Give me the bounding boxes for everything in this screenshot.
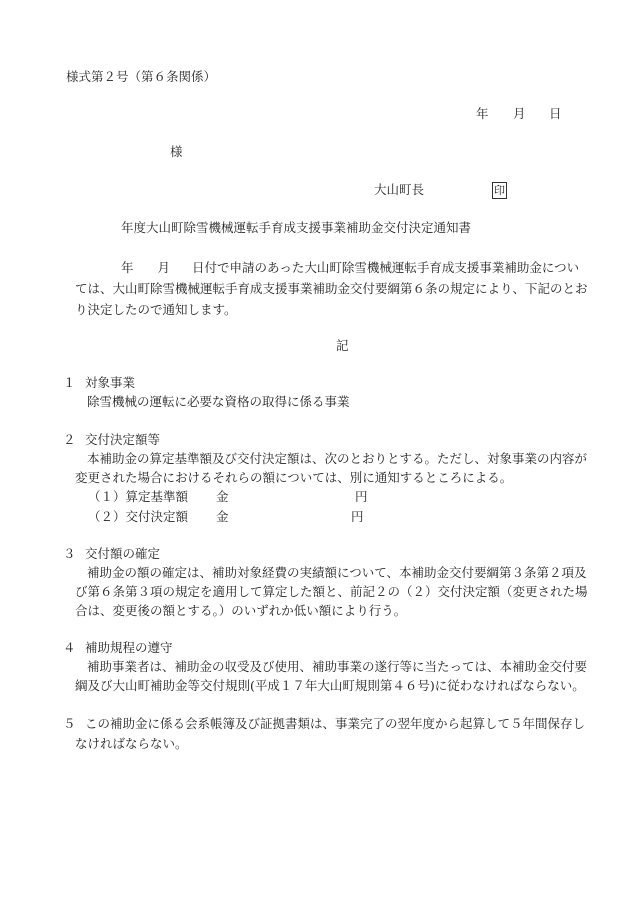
- section-5-line-2: なければならない。: [75, 736, 188, 751]
- section-2-body-line-2: 変更された場合におけるそれらの額については、別に通知するところによる。: [75, 470, 513, 485]
- section-3-body-line-3: 合は、変更後の額とする。）のいずれか低い額により行う。: [75, 603, 407, 618]
- date-month: 月: [513, 106, 526, 121]
- section-1-number: １: [63, 375, 76, 390]
- section-5-number: ５: [63, 716, 76, 731]
- item-yen: 円: [351, 509, 364, 524]
- item-kin: 金: [216, 489, 229, 504]
- item-label: （２）交付決定額: [88, 509, 189, 524]
- section-4-body-line-1: 補助事業者は、補助金の収受及び使用、補助事業の遂行等に当たっては、本補助金交付要: [87, 659, 588, 674]
- section-3-body-line-1: 補助金の額の確定は、補助対象経費の実績額について、本補助金交付要綱第３条第２項及: [87, 565, 587, 580]
- section-5-line-1: この補助金に係る会系帳簿及び証拠書類は、事業完了の翌年度から起算して５年間保存し: [85, 716, 586, 731]
- section-1-body: 除雪機械の運転に必要な資格の取得に係る事業: [87, 394, 350, 409]
- intro-line-1-text: 日付で申請のあった大山町除雪機械運転手育成支援事業補助金につい: [192, 260, 580, 275]
- section-3-number: ３: [63, 546, 76, 561]
- intro-month: 月: [157, 260, 171, 275]
- section-4-body-line-2: 綱及び大山町補助金等交付規則(平成１７年大山町規則第４６号)に従わなければならない。: [75, 678, 585, 693]
- issuer-name: 大山町長: [374, 182, 425, 197]
- section-1-heading: 対象事業: [85, 375, 136, 390]
- date-year: 年: [476, 106, 489, 121]
- intro-line-3: り決定したので通知します。: [75, 302, 237, 317]
- section-2-heading: 交付決定額等: [85, 432, 161, 447]
- ki-heading: 記: [336, 338, 349, 353]
- item-label: （１）算定基準額: [88, 489, 189, 504]
- intro-year: 年: [121, 260, 134, 275]
- form-number: 様式第２号（第６条関係）: [66, 69, 217, 84]
- seal-icon: 印: [494, 184, 505, 197]
- intro-line-1: [121, 259, 579, 277]
- item-yen: 円: [355, 489, 368, 504]
- date-day: 日: [549, 106, 562, 121]
- document-title: 年度大山町除雪機械運転手育成支援事業補助金交付決定通知書: [121, 220, 472, 235]
- section-4-heading: 補助規程の遵守: [85, 640, 173, 655]
- section-2-number: ２: [63, 432, 76, 447]
- section-3-heading: 交付額の確定: [85, 546, 161, 561]
- seal-mark: [492, 181, 507, 199]
- section-3-body-line-2: び第６条第３項の規定を適用して算定した額と、前記２の（２）交付決定額（変更された場: [75, 584, 588, 599]
- item-kin: 金: [216, 509, 229, 524]
- section-4-number: ４: [63, 640, 76, 655]
- addressee-suffix: 様: [170, 144, 183, 159]
- section-2-body-line-1: 本補助金の算定基準額及び交付決定額は、次のとおりとする。ただし、対象事業の内容が: [87, 451, 588, 466]
- intro-line-2: ては、大山町除雪機械運転手育成支援事業補助金交付要綱第６条の規定により、下記のとお: [75, 281, 588, 296]
